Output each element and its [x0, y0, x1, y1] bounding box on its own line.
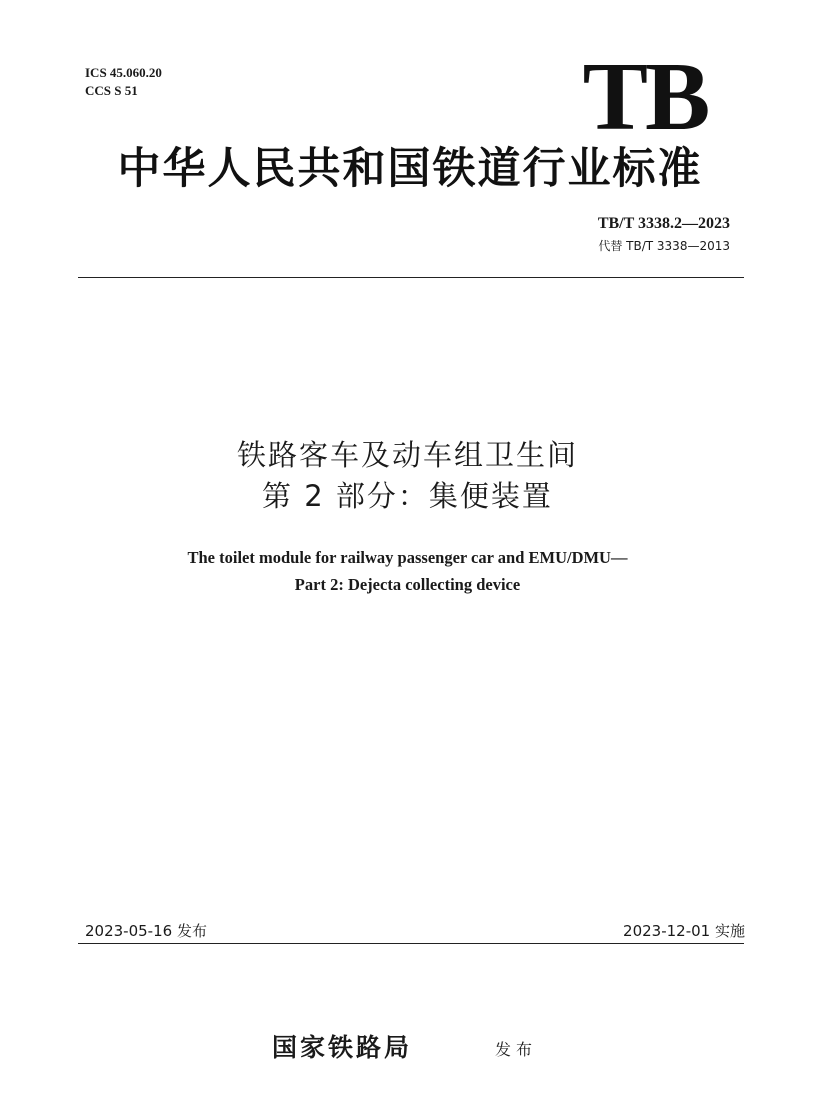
issuer-action: 发布 — [495, 1040, 538, 1059]
issue-date: 2023-05-16 发布 — [85, 922, 207, 940]
title-en-line2: Part 2: Dejecta collecting device — [294, 575, 521, 594]
standard-replaces: 代替 TB/T 3338—2013 — [598, 239, 730, 253]
ccs-code: CCS S 51 — [85, 83, 138, 98]
classification-codes — [85, 64, 162, 100]
ics-code: ICS 45.060.20 — [85, 65, 162, 80]
tb-logo: TB — [582, 43, 708, 151]
org-title: 中华人民共和国铁道行业标准 — [117, 144, 703, 194]
title-cn-line2: 第 2 部分：集便装置 — [262, 479, 553, 513]
standard-number: TB/T 3338.2—2023 — [597, 215, 730, 232]
header-divider — [78, 277, 744, 278]
footer-divider — [78, 943, 744, 944]
implementation-date: 2023-12-01 实施 — [623, 922, 745, 940]
issuer-name: 国家铁路局 — [272, 1033, 413, 1062]
title-cn-line1: 铁路客车及动车组卫生间 — [236, 438, 578, 472]
title-en-line1: The toilet module for railway passenger car and EMU/DMU— — [187, 548, 628, 567]
